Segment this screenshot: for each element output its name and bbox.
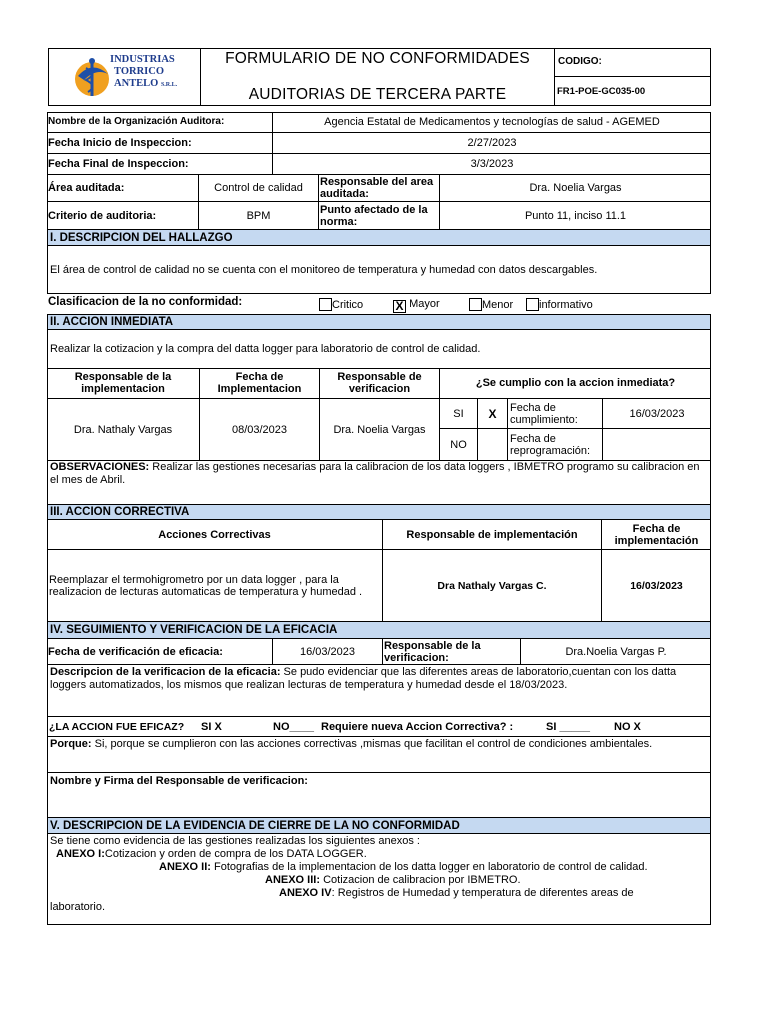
form-title-line2: AUDITORIAS DE TERCERA PARTE [248, 86, 507, 103]
resp-area-label: Responsable del area auditada: [319, 175, 440, 202]
col-resp-impl: Responsable de la implementacion [47, 368, 200, 399]
no-mark[interactable] [478, 429, 508, 461]
option-critico[interactable] [319, 298, 363, 311]
fecha-cumplimiento-label: Fecha de cumplimiento: [508, 399, 603, 429]
observaciones [47, 461, 711, 504]
checkbox-critico[interactable] [319, 298, 332, 311]
porque-text: Si, porque se cumplieron con las acciones correctivas ,mismas que facilitan el control de condiciones ambientales. [91, 738, 653, 750]
resp-verificacion-value: Dra.Noelia Vargas P. [565, 646, 667, 658]
option-mayor[interactable] [393, 298, 440, 313]
checkbox-menor[interactable] [469, 298, 482, 311]
section-1-title: I. DESCRIPCION DEL HALLAZGO [47, 230, 711, 246]
section-2-title: II. ACCION INMEDIATA [47, 314, 711, 330]
option-mayor-label: Mayor [409, 298, 440, 310]
observaciones-label: OBSERVACIONES: [50, 461, 150, 473]
anexo-3-text: Cotizacion de calibracion por IBMETRO. [320, 874, 521, 886]
observaciones-text: Realizar las gestiones necesarias para la calibracion de los data loggers , IBMETRO programo su calibracion en el mes de Abril. [50, 461, 700, 486]
fecha-impl-value: 08/03/2023 [200, 399, 320, 461]
anexo-4-label: ANEXO IV [279, 887, 332, 899]
nueva-accion-no[interactable]: NO X [614, 721, 641, 733]
evidencia-intro: Se tiene como evidencia de las gestiones realizadas los siguientes anexos : [50, 835, 420, 847]
fecha-reprogramacion-label: Fecha de reprogramación: [508, 429, 603, 461]
option-menor[interactable] [469, 298, 513, 311]
fecha-inicio-value: 2/27/2023 [273, 133, 711, 154]
codigo-label: CODIGO: [554, 48, 711, 77]
anexo-trailing: laboratorio. [50, 901, 106, 913]
col-responsable: Responsable de implementación [383, 520, 602, 550]
punto-value: Punto 11, inciso 11.1 [524, 210, 627, 222]
resp-verif-value: Dra. Noelia Vargas [320, 399, 440, 461]
fecha-inicio-label: Fecha Inicio de Inspeccion: [47, 133, 273, 154]
anexo-3 [265, 874, 521, 888]
section-4-title: IV. SEGUIMIENTO Y VERIFICACION DE LA EFICACIA [47, 622, 711, 639]
anexo-4 [279, 887, 634, 901]
evidencia-box [47, 834, 711, 925]
eficaz-no[interactable]: NO____ [273, 721, 314, 733]
anexo-1-label: ANEXO I: [56, 848, 105, 860]
fecha-reprogramacion-value [603, 429, 711, 461]
section-5-title: V. DESCRIPCION DE LA EVIDENCIA DE CIERRE DE LA NO CONFORMIDAD [47, 817, 711, 834]
accion-correctiva-text: Reemplazar el termohigrometro por un data logger , para la realizacion de lecturas automaticas de temperatura y humedad . [47, 550, 383, 622]
section-3-title: III. ACCION CORRECTIVA [47, 504, 711, 520]
criterio-label: Criterio de auditoria: [47, 202, 199, 230]
anexo-1 [56, 848, 367, 862]
option-menor-label: Menor [482, 299, 514, 311]
porque-label: Porque: [50, 738, 92, 750]
option-informativo-label: informativo [539, 299, 593, 311]
company-logo-icon [70, 54, 114, 100]
checkbox-informativo[interactable] [526, 298, 539, 311]
resp-impl-value: Dra. Nathaly Vargas [47, 399, 200, 461]
logo-text-line3: ANTELO [114, 78, 159, 89]
criterio-value: BPM [199, 202, 319, 230]
descripcion-verificacion [47, 665, 711, 717]
nueva-accion-label: Requiere nueva Accion Correctiva? : [321, 721, 514, 733]
accion-correctiva-responsable: Dra Nathaly Vargas C. [383, 550, 602, 622]
org-value: Agencia Estatal de Medicamentos y tecnologías de salud - AGEMED [273, 112, 711, 133]
eficaz-label: ¿LA ACCION FUE EFICAZ? [49, 721, 185, 733]
fecha-final-value: 3/3/2023 [273, 154, 711, 175]
firma-label: Nombre y Firma del Responsable de verificacion: [47, 773, 711, 817]
logo-area [48, 48, 201, 106]
resp-area-value: Dra. Noelia Vargas [440, 175, 711, 202]
option-critico-label: Critico [332, 299, 364, 311]
anexo-2-text: Fotografias de la implementacion de los datta logger en laboratorio de control de calidad. [210, 861, 648, 873]
area-label: Área auditada: [47, 175, 199, 202]
hallazgo-text: El área de control de calidad no se cuenta con el monitoreo de temperatura y humedad con datos descargables. [47, 246, 711, 294]
eficaz-si[interactable]: SI X [201, 721, 222, 733]
accion-inmediata-text: Realizar la cotizacion y la compra del datta logger para laboratorio de control de calidad. [47, 330, 711, 368]
fecha-verificacion-label: Fecha de verificación de eficacia: [47, 639, 273, 665]
org-label: Nombre de la Organización Auditora: [47, 112, 273, 133]
resp-verificacion-label: Responsable de la verificacion: [383, 639, 521, 665]
descripcion-verificacion-text: Se pudo evidenciar que las diferentes areas de laboratorio,cuentan con los datta loggers automatizados, los mismos que realizan lecturas de temperatura y humedad desde el 18/03/2023. [50, 666, 677, 691]
descripcion-verificacion-label: Descripcion de la verificacion de la eficacia: [50, 666, 281, 678]
col-fecha: Fecha de implementación [602, 520, 711, 550]
anexo-2 [159, 861, 648, 875]
si-mark[interactable]: X [478, 399, 508, 429]
fecha-cumplimiento-value: 16/03/2023 [603, 399, 711, 429]
accion-correctiva-fecha: 16/03/2023 [630, 580, 683, 592]
codigo-value: FR1-POE-GC035-00 [557, 85, 646, 97]
clasificacion-label: Clasificacion de la no conformidad: [48, 296, 243, 308]
no-label: NO [440, 429, 478, 461]
clasificacion-row [47, 294, 711, 314]
eficacia-row [47, 717, 711, 737]
fecha-final-label: Fecha Final de Inspeccion: [47, 154, 273, 175]
anexo-4-text: : Registros de Humedad y temperatura de diferentes areas de [331, 887, 634, 899]
area-value: Control de calidad [199, 175, 319, 202]
anexo-2-label: ANEXO II: [159, 861, 211, 873]
logo-text-line1: INDUSTRIAS [110, 54, 175, 65]
si-label: SI [440, 399, 478, 429]
col-fecha-impl: Fecha de Implementacion [200, 368, 320, 399]
col-acciones: Acciones Correctivas [47, 520, 383, 550]
logo-suffix: S.R.L. [160, 82, 178, 88]
nueva-accion-si[interactable]: SI _____ [546, 721, 591, 733]
fecha-verificacion-value: 16/03/2023 [273, 639, 383, 665]
porque [47, 737, 711, 773]
col-resp-verif: Responsable de verificacion [320, 368, 440, 399]
logo-text-line2: TORRICO [114, 66, 164, 77]
col-cumplio: ¿Se cumplio con la accion inmediata? [440, 368, 711, 399]
checkbox-mayor[interactable]: X [393, 300, 406, 313]
anexo-3-label: ANEXO III: [265, 874, 321, 886]
anexo-1-text: Cotizacion y orden de compra de los DATA LOGGER. [104, 848, 367, 860]
form-title-line1: FORMULARIO DE NO CONFORMIDADES [225, 50, 530, 67]
punto-label: Punto afectado de la norma: [319, 202, 440, 230]
option-informativo[interactable] [526, 298, 593, 311]
